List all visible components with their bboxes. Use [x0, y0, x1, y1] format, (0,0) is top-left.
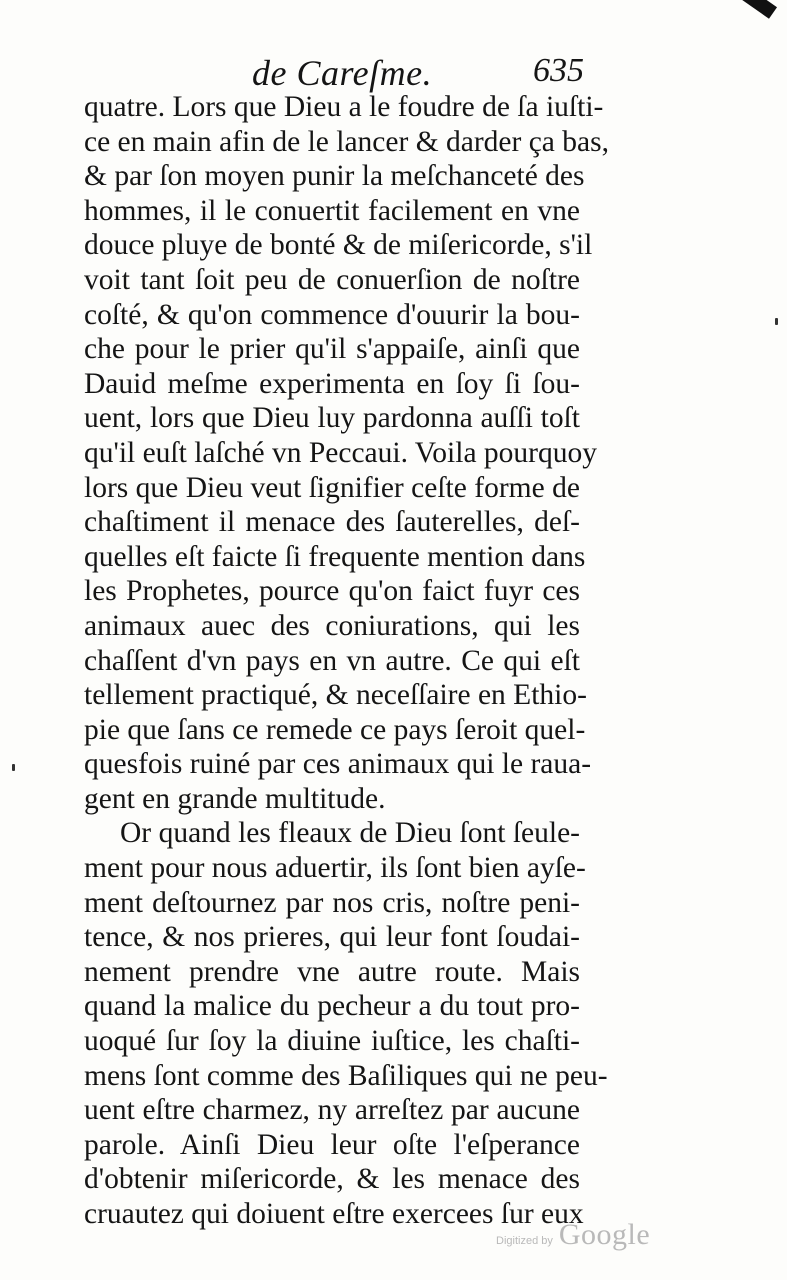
text-line: pie que ſans ce remede ce pays ſeroit quel- — [84, 713, 586, 746]
text-line: ment deſtournez par nos cris, noſtre peni- — [84, 886, 580, 919]
text-line: nement prendre vne autre route. Mais — [84, 955, 580, 988]
scan-edge-mark — [677, 0, 777, 19]
text-line: Dauid meſme experimenta en ſoy ſi ſou- — [84, 367, 580, 400]
body-text — [84, 90, 609, 1232]
text-line: lors que Dieu veut ſignifier ceſte forme de — [84, 471, 580, 504]
text-line: quand la malice du pecheur a du tout pro- — [84, 990, 580, 1023]
text-line: d'obtenir miſericorde, & les menace des — [84, 1163, 580, 1196]
text-line: qu'il euſt laſché vn Peccaui. Voila pourquoy — [84, 436, 597, 469]
text-line: quesfois ruiné par ces animaux qui le raua- — [84, 748, 592, 781]
text-line: & par ſon moyen punir la meſchanceté des — [84, 160, 585, 193]
text-line: animaux auec des coniurations, qui les — [84, 609, 580, 642]
text-line: ce en main afin de le lancer & darder ça bas, — [84, 125, 609, 158]
text-line: Or quand les fleaux de Dieu ſont ſeule- — [120, 817, 580, 850]
text-line: gent en grande multitude. — [84, 782, 386, 815]
text-line: tence, & nos prieres, qui leur font ſoudai- — [84, 921, 580, 954]
text-line: parole. Ainſi Dieu leur oſte l'eſperance — [84, 1128, 580, 1161]
text-line: chaſtiment il menace des ſauterelles, deſ- — [84, 506, 580, 539]
text-line: hommes, il le conuertit facilement en vne — [84, 194, 580, 227]
text-line: uent, lors que Dieu luy pardonna auſſi toſt — [84, 402, 580, 435]
running-head: de Careſme. — [252, 53, 433, 93]
text-line: quatre. Lors que Dieu a le foudre de ſa iuſti- — [84, 91, 604, 123]
text-line: douce pluye de bonté & de miſericorde, s'il — [84, 229, 593, 262]
text-line: che pour le prier qu'il s'appaiſe, ainſi que — [84, 333, 580, 366]
watermark-prefix: Digitized by — [496, 1235, 553, 1247]
text-line: ment pour nous aduertir, ils ſont bien ayſe- — [84, 852, 586, 885]
text-line: mens ſont comme des Baſiliques qui ne peu- — [84, 1059, 608, 1092]
text-line: tellement practiqué, & neceſſaire en Ethio- — [84, 679, 587, 712]
ink-speck — [775, 318, 778, 325]
text-line: uent eſtre charmez, ny arreſtez par aucune — [84, 1094, 580, 1127]
ink-speck — [12, 764, 15, 771]
text-line: voit tant ſoit peu de conuerſion de noſtre — [84, 263, 580, 296]
text-line: quelles eſt faicte ſi frequente mention dans — [84, 540, 586, 573]
text-line: cruautez qui doiuent eſtre exercees ſur eux — [84, 1198, 584, 1230]
page-number: 635 — [533, 52, 584, 89]
text-line: coſté, & qu'on commence d'ouurir la bou- — [84, 298, 580, 331]
google-logo: Google — [558, 1218, 651, 1251]
text-line: les Prophetes, pource qu'on faict fuyr ces — [84, 575, 580, 608]
digitized-by-google-watermark — [496, 1218, 650, 1258]
text-line: uoqué ſur ſoy la diuine iuſtice, les chaſti- — [84, 1025, 580, 1058]
text-line: chaſſent d'vn pays en vn autre. Ce qui eſt — [84, 644, 580, 677]
